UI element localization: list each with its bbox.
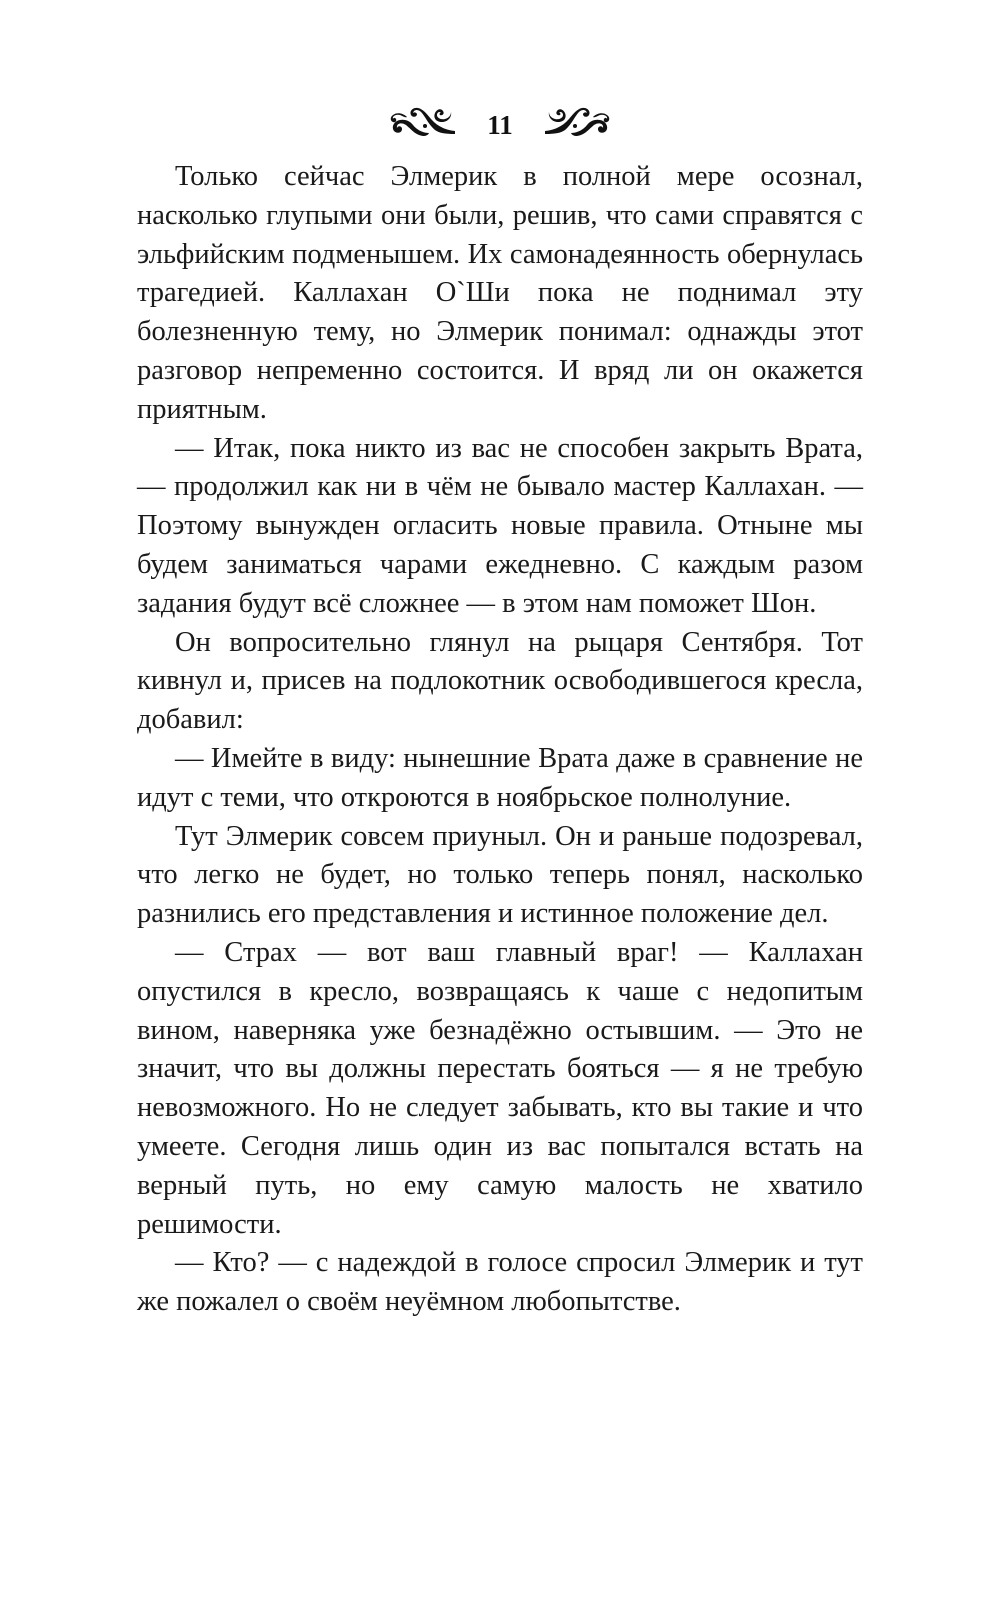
page-header [0,98,1000,148]
flourish-ornament-icon [385,103,457,143]
paragraph: — Итак, пока никто из вас не способен закрыть Врата, — продолжил как ни в чём не бывало мастер Каллахан. — Поэтому вынужден огласить новые правила. Отныне мы будем заниматься чарами ежедневно. С каждым разом задания будут всё сложнее — в этом нам поможет Шон. [137,432,863,619]
paragraph: — Имейте в виду: нынешние Врата даже в сравнение не идут с теми, что откроются в ноябрьское полнолуние. [137,742,863,813]
page-number: 11 [487,109,513,140]
paragraph: — Страх — вот ваш главный враг! — Каллахан опустился в кресло, возвращаясь к чаше с недопитым вином, наверняка уже безнадёжно остывшим. — Это не значит, что вы должны перестать бояться — я не требую невозможного. Но не следует забывать, кто вы такие и что умеете. Сегодня лишь один из вас попытался встать на верный путь, но ему самую малость не хватило решимости. [137,936,863,1240]
paragraph: Только сейчас Элмерик в полной мере осознал, насколько глупыми они были, решив, что сами справятся с эльфийским подменышем. Их самонадеянность обернулась трагедией. Каллахан О`Ши пока не поднимал эту болезненную тему, но Элмерик понимал: однажды этот разговор непременно состоится. И вряд ли он окажется приятным. [137,161,863,425]
paragraph: Он вопросительно глянул на рыцаря Сентября. Тот кивнул и, присев на подлокотник освободившегося кресла, добавил: [137,626,863,736]
paragraph: Тут Элмерик совсем приуныл. Он и раньше подозревал, что легко не будет, но только теперь понял, насколько разнились его представления и истинное положение дел. [137,820,863,930]
paragraph: — Кто? — с надеждой в голосе спросил Элмерик и тут же пожалел о своём неуёмном любопытстве. [137,1247,863,1318]
body-text [137,158,863,1322]
flourish-ornament-icon [543,103,615,143]
